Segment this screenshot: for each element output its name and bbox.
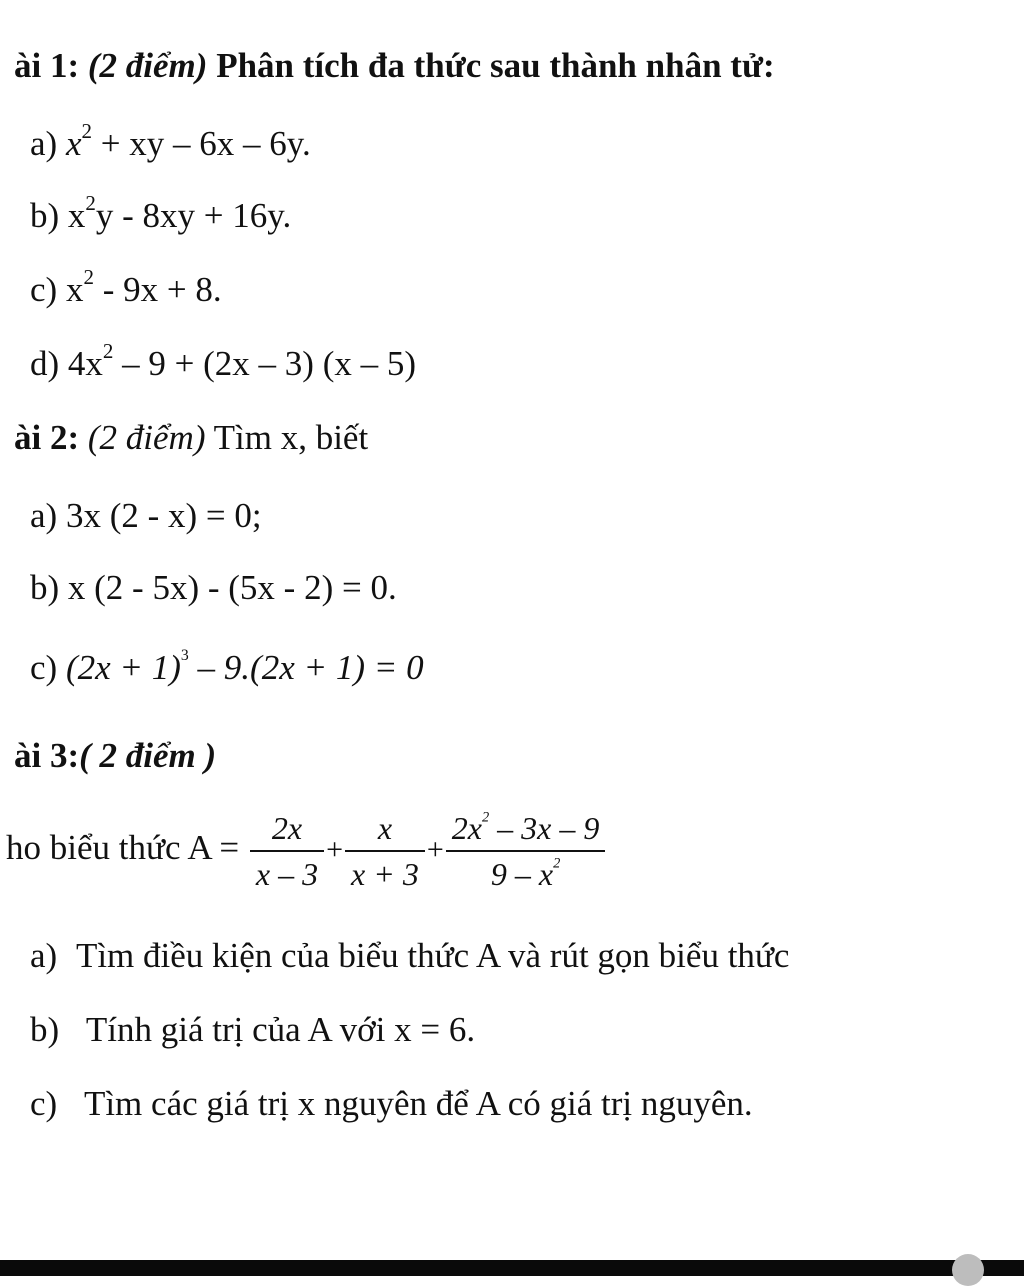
item-label: b) xyxy=(30,568,60,607)
numerator xyxy=(446,808,606,852)
bai1-points: (2 điểm) xyxy=(87,46,208,85)
item-text: Tính giá trị của A với x = 6. xyxy=(85,1010,476,1049)
expr-part: x xyxy=(65,270,84,309)
expr-rest: – 9.(2x + 1) = 0 xyxy=(188,648,424,687)
expr-rest: + xy – 6x – 6y. xyxy=(92,124,311,163)
num-rest: – 3x – 9 xyxy=(489,810,600,846)
bottom-bar xyxy=(0,1260,1024,1276)
bai3-item-a xyxy=(30,936,789,976)
expr-part: 4x xyxy=(67,344,103,383)
exponent: 2 xyxy=(553,855,561,872)
den-part: 9 – x xyxy=(490,856,554,892)
bai1-label: ài 1: xyxy=(14,46,80,85)
bai2-heading xyxy=(14,418,368,458)
plus-sign: + xyxy=(426,833,444,867)
expr-part: (2x + 1) xyxy=(65,648,181,687)
bai1-item-a xyxy=(30,119,311,164)
exponent: 2 xyxy=(83,265,94,290)
expr-part: x xyxy=(67,196,86,235)
item-label: b) xyxy=(30,1010,60,1049)
expr-rest: – 9 + (2x – 3) (x – 5) xyxy=(113,344,417,383)
bai2-task: Tìm x, biết xyxy=(213,418,369,457)
exponent: 3 xyxy=(180,647,189,665)
numerator: x xyxy=(345,808,425,852)
exponent: 2 xyxy=(102,339,114,364)
item-label: b) xyxy=(30,196,60,235)
item-text: Tìm các giá trị x nguyên để A có giá trị nguyên. xyxy=(83,1084,753,1123)
item-label: c) xyxy=(30,648,58,687)
expr: x (2 - 5x) - (5x - 2) = 0. xyxy=(67,568,397,607)
bai3-points: ( 2 điểm ) xyxy=(79,736,217,775)
bai1-heading xyxy=(14,46,775,86)
item-text: Tìm điều kiện của biểu thức A và rút gọn biểu thức xyxy=(75,936,790,975)
bai2-label: ài 2: xyxy=(14,418,80,457)
denominator xyxy=(446,852,606,894)
item-label: a) xyxy=(30,936,58,975)
bai2-points: (2 điểm) xyxy=(87,418,206,457)
plus-sign: + xyxy=(326,833,344,867)
bai3-label: ài 3: xyxy=(14,736,80,775)
scroll-handle[interactable] xyxy=(952,1254,984,1286)
bai3-expression xyxy=(6,808,607,894)
fraction-2 xyxy=(345,808,425,894)
bai1-item-b xyxy=(30,191,292,236)
expr-rest: - 9x + 8. xyxy=(93,270,222,309)
exponent: 2 xyxy=(81,119,92,144)
fraction-1 xyxy=(250,808,324,894)
item-label: a) xyxy=(30,124,58,163)
bai2-item-a xyxy=(30,496,262,536)
bai2-item-c xyxy=(30,648,424,688)
bai1-item-d xyxy=(30,339,417,384)
bai3-lhs: A = xyxy=(187,828,240,868)
item-label: c) xyxy=(30,1084,58,1123)
bai3-intro: ho biểu thức xyxy=(6,828,181,868)
expr: 3x (2 - x) = 0; xyxy=(65,496,262,535)
bai3-heading xyxy=(14,736,216,776)
item-label: d) xyxy=(30,344,60,383)
expr-part: x xyxy=(65,124,82,163)
exponent: 2 xyxy=(85,191,96,216)
expr-rest: y - 8xy + 16y. xyxy=(95,196,292,235)
num-part: 2x xyxy=(451,810,482,846)
fraction-3 xyxy=(446,808,606,894)
bai1-item-c xyxy=(30,265,222,310)
bai2-item-b xyxy=(30,568,397,608)
numerator: 2x xyxy=(250,808,324,852)
denominator: x – 3 xyxy=(255,856,319,892)
exponent: 2 xyxy=(481,809,490,826)
denominator: x + 3 xyxy=(351,856,419,892)
bai3-item-c xyxy=(30,1084,753,1124)
item-label: a) xyxy=(30,496,58,535)
item-label: c) xyxy=(30,270,58,309)
bai3-item-b xyxy=(30,1010,475,1050)
bai1-task: Phân tích đa thức sau thành nhân tử: xyxy=(216,46,775,85)
